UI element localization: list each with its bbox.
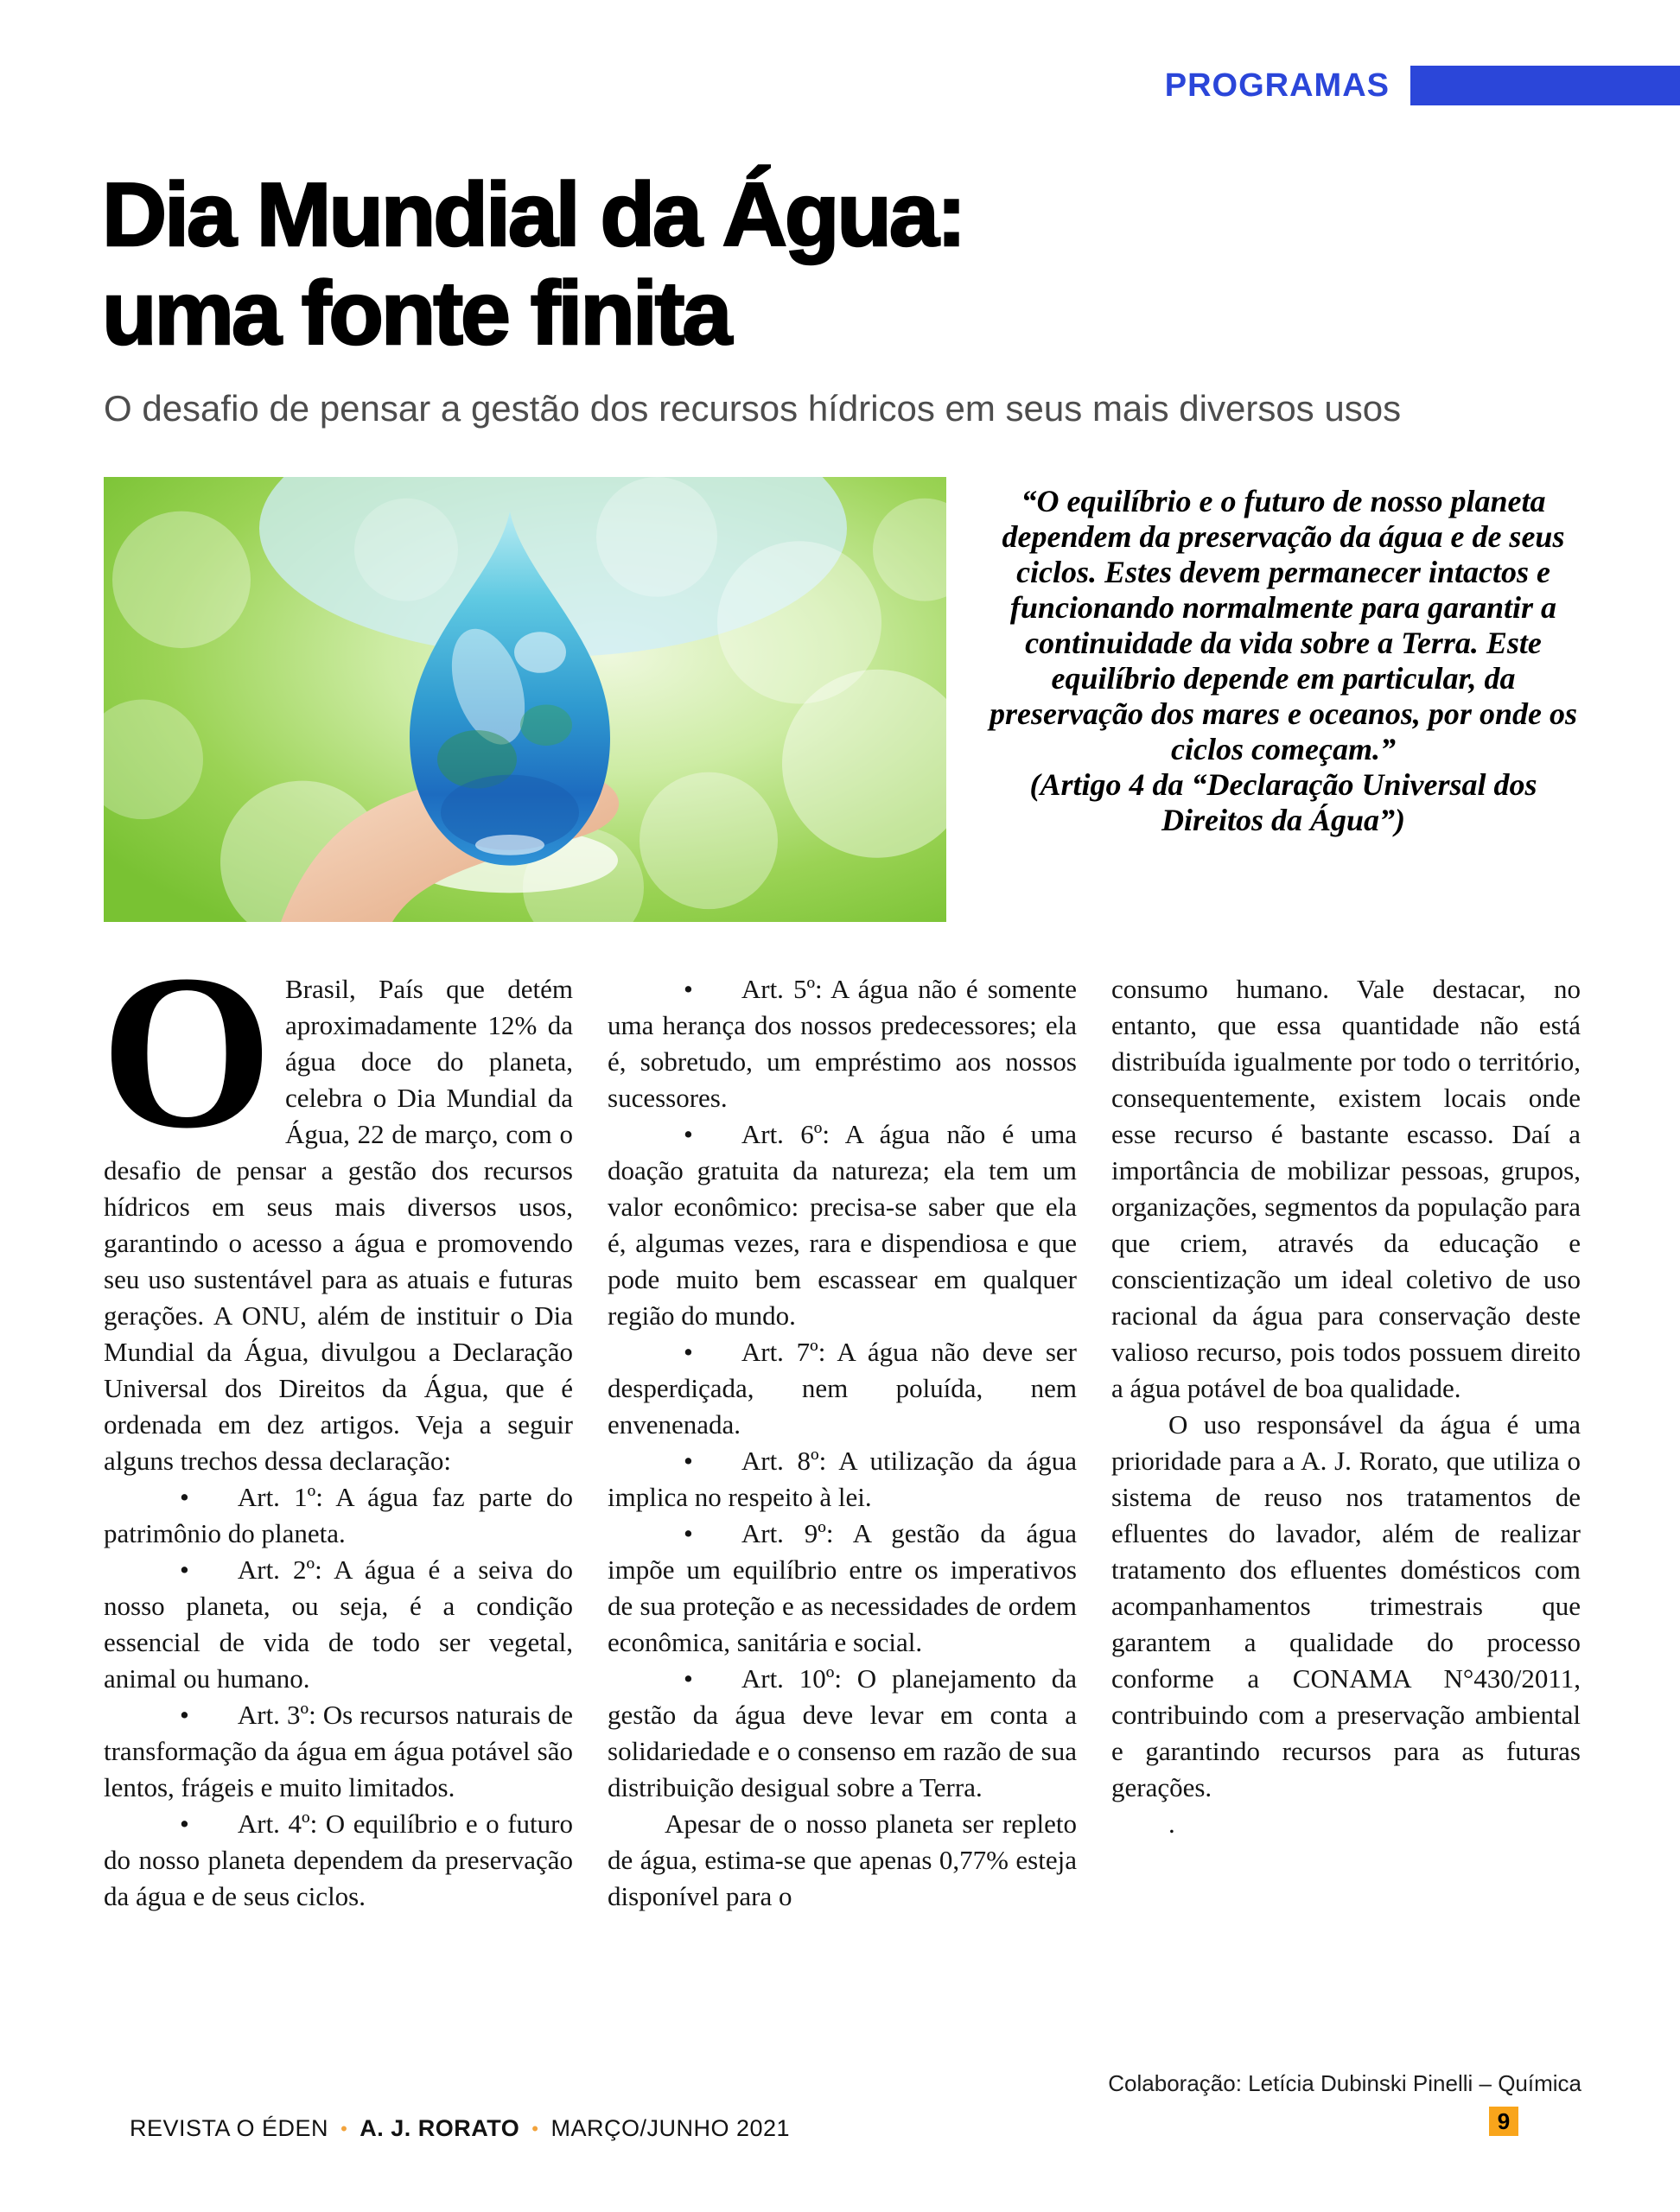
- footer-bullet-icon: •: [340, 2117, 348, 2139]
- bullet-icon: •: [684, 1663, 693, 1694]
- water-drop-illustration: [104, 477, 946, 922]
- article-paragraph: • Art. 6º: A água não é uma doação gratuita da natureza; ela tem um valor econômico: precisa-se saber que ela é, algumas vezes, rara e dispendiosa e que pode muito bem escassear em qualquer região do mundo.: [608, 1119, 1077, 1331]
- drop-cap: O: [100, 930, 273, 1174]
- article-paragraph: consumo humano. Vale destacar, no entanto, que essa quantidade não está distribuída igualmente por todo o território, consequentemente, existem locais onde esse recurso é bastante escasso. Daí a importância de mobilizar pessoas, grupos, organizações, segmentos da população para que criem, através da educação e conscientização um ideal coletivo de uso racional da água para conservação deste valioso recurso, pois todos possuem direito a água potável de boa qualidade.: [1111, 974, 1581, 1403]
- pull-quote-text: “O equilíbrio e o futuro de nosso planeta dependem da preservação da água e de seus ciclos. Estes devem permanecer intactos e funcionando normalmente para garantir a continuidade da vida sobre a Terra. Este equilíbrio depende em particular, da preservação dos mares e oceanos, por onde os ciclos começam.”: [990, 484, 1577, 766]
- section-kicker: [1165, 66, 1680, 105]
- page-number-badge: 9: [1489, 2107, 1518, 2136]
- article-column-3: [1111, 971, 1581, 1842]
- bullet-icon: •: [684, 974, 693, 1004]
- article-paragraph: Apesar de o nosso planeta ser repleto de água, estima-se que apenas 0,77% esteja disponível para o: [608, 1808, 1077, 1911]
- bullet-icon: •: [180, 1808, 189, 1839]
- article-paragraph: • Art. 5º: A água não é somente uma herança dos nossos predecessores; ela é, sobretudo, um empréstimo aos nossos sucessores.: [608, 974, 1077, 1113]
- page-subtitle: O desafio de pensar a gestão dos recursos hídricos em seus mais diversos usos: [104, 388, 1402, 429]
- article-paragraph: • Art. 7º: A água não deve ser desperdiçada, nem poluída, nem envenenada.: [608, 1337, 1077, 1440]
- footer-bullet-icon: •: [531, 2117, 539, 2139]
- bullet-icon: •: [684, 1518, 693, 1548]
- footer: [130, 2115, 790, 2142]
- article-paragraph: O uso responsável da água é uma prioridade para a A. J. Rorato, que utiliza o sistema de reuso nos tratamentos de efluentes do lavador, além de realizar tratamento dos efluentes domésticos com acompanhamentos trimestrais que garantem a qualidade do processo conforme a CONAMA N°430/2011, contribuindo com a preservação ambiental e garantindo recursos para as futuras gerações.: [1111, 1409, 1581, 1802]
- accent-bar: [1410, 66, 1680, 105]
- collaboration-credit: Colaboração: Letícia Dubinski Pinelli – Química: [1108, 2070, 1581, 2096]
- article-paragraph: • Art. 8º: A utilização da água implica no respeito à lei.: [608, 1446, 1077, 1512]
- footer-company-name: A. J. RORATO: [360, 2115, 520, 2141]
- article-paragraph: • Art. 9º: A gestão da água impõe um equilíbrio entre os imperativos de sua proteção e as necessidades de ordem econômica, sanitária e social.: [608, 1518, 1077, 1657]
- pull-quote: [985, 484, 1581, 838]
- article-paragraph: • Art. 4º: O equilíbrio e o futuro do nosso planeta dependem da preservação da água e de seus ciclos.: [104, 1808, 573, 1911]
- bullet-icon: •: [180, 1554, 189, 1585]
- bullet-icon: •: [180, 1700, 189, 1730]
- article-paragraph: • Art. 2º: A água é a seiva do nosso planeta, ou seja, é a condição essencial de vida de todo ser vegetal, animal ou humano.: [104, 1554, 573, 1694]
- bullet-icon: •: [684, 1119, 693, 1149]
- article-paragraph: .: [1168, 1808, 1175, 1839]
- pull-quote-attribution: (Artigo 4 da “Declaração Universal dos Direitos da Água”): [1029, 767, 1537, 837]
- article-column-2: [608, 971, 1077, 1915]
- article-paragraph: • Art. 1º: A água faz parte do patrimônio do planeta.: [104, 1482, 573, 1548]
- footer-magazine-name: REVISTA O ÉDEN: [130, 2115, 329, 2141]
- footer-issue-date: MARÇO/JUNHO 2021: [550, 2115, 791, 2141]
- article-column-1: [100, 930, 573, 1915]
- page-title-line1: Dia Mundial da Água:: [102, 164, 964, 265]
- section-label: PROGRAMAS: [1164, 67, 1390, 104]
- bullet-icon: •: [684, 1446, 693, 1476]
- article-paragraph: O Brasil, País que detém aproximadamente 12% da água doce do planeta, celebra o Dia Mundial da Água, 22 de março, com o desafio de pensar a gestão dos recursos hídricos em seus mais diversos usos, garantindo o acesso a água e promovendo seu uso sustentável para as atuais e futuras gerações. A ONU, além de instituir o Dia Mundial da Água, divulgou a Declaração Universal dos Direitos da Água, que é ordenada em dez artigos. Veja a seguir alguns trechos dessa declaração:: [100, 930, 573, 1476]
- bullet-icon: •: [684, 1337, 693, 1367]
- bullet-icon: •: [180, 1482, 189, 1512]
- water-drop-photo: [104, 477, 946, 922]
- page-title-line2: uma fonte finita: [102, 263, 730, 364]
- article-paragraph: • Art. 3º: Os recursos naturais de transformação da água em água potável são lentos, frágeis e muito limitados.: [104, 1700, 573, 1802]
- page-title: [102, 166, 964, 363]
- article-paragraph: • Art. 10º: O planejamento da gestão da água deve levar em conta a solidariedade e o consenso em razão de sua distribuição desigual sobre a Terra.: [608, 1663, 1077, 1802]
